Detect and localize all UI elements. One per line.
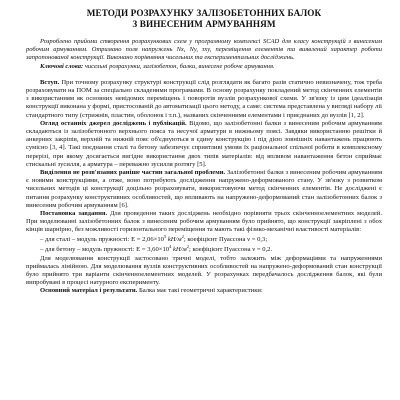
section-main-results: [26, 287, 382, 295]
section-body: При точному розрахунку структурі конструкції слід розглядати як багато разів статично невизначену, тож треба розраховувати на ПОМ за спеціально складеними програмами. В основу розрахунку покладений метод скінченних елементів з використанням як основних невідомих переміщень і поворотів вузлів розрахункової схеми. У зв'язку із цим ідеалізація конструкції виконана у формі, пристосованій до автоматизації цього методу, а саме: система представлена у вигляді набору ліі стандартного типу (стрижнів, пластин, оболонок і т.п.), названих скінченними елементами і приєднаних до вузлів [1, 2].: [26, 78, 382, 119]
section-heading: Постановка завдання.: [40, 210, 108, 218]
section-literature-review: [26, 120, 382, 169]
keywords: [26, 63, 382, 71]
keywords-label: Ключові слова:: [40, 62, 84, 70]
section-introduction: [26, 79, 382, 120]
title-line-1: МЕТОДИ РОЗРАХУНКУ ЗАЛІЗОБЕТОННИХ БАЛОК: [86, 8, 322, 18]
section-body: Залізобетонні балки з винесеним робочим армуванням є новими конструкціями, а отже, воно потребують дослідження напружено-деформованого стану. У зв'язку з розвитком чисельних методів ці конструкції доцільно розраховувати, використовуючи метод скінченних елементів. Не досліджені є питання розрахунку конструктивних особливостей, що впливають на напружено-деформований стан залізобетонних балок з винесеним робочим армуванням [6].: [26, 169, 382, 209]
section-body: Для моделювання конструкції застосовано тричні моделі, тобто залежить між деформаціями та напруженнями приймалась лінійною. Для моделювання вузлів конструктивних особливостей на напружено-деформований стан конструкції було прийнято три варіанти скінченноелементних моделей. У розрахунках передбачалось дослідження балок, які були випробувані в процесі натурного експерименту.: [26, 254, 382, 287]
section-heading: Огляд останніх джерел досліджень і публікацій.: [40, 119, 187, 127]
section-heading: Основний матеріал і результати.: [40, 287, 138, 295]
keywords-text: чисельні розрахунки, залізобетон, балки, винесене робоче армування.: [84, 62, 275, 70]
formula-steel: – для сталі – модуль пружності: $E = 2,06\times 10^5$ $kH/м^2$; коефіцієнт Пуассона ν = 0,3;: [40, 233, 268, 243]
formula-concrete: – для бетону – модуль пружності: $E = 3,60\times 10^4$ $kH/м^2$; коефіцієнт Пуассона ν = 0,2.: [40, 243, 273, 253]
section-unsolved-problems: [26, 169, 382, 210]
paper-title: [26, 8, 382, 30]
title-line-2: З ВИНЕСЕНИМ АРМУВАННЯМ: [132, 19, 276, 29]
section-body: Відомо, що залізобетонні балки з винесеним робочим армуванням складаються із залізобетонного верхнього пояса та несучої арматури в нижньому поясі. Завдяки використанню решітки й анкерних закріпів, верхній та нижній пояс об'єднуються в єдину конструкцію і під дією зовнішніх навантажень працюють сумісно [3, 4]. Такі поєднання сталі та бетону забезпечує сприятливі умови їх раціональної спільної роботи в комплексному перерізі, при якому досягається вигідне використання двох типів матеріалів: від впливом навантаження бетон сприймає стискальні зусилля, а арматура – переважно зусилля розтягу [5].: [26, 119, 382, 168]
section-body: Для проведення таких досліджень необхідно порівняти трьох скінченноелементних моделей. При моделюванні залізобетонних балок з винесеним робочим армуванням було прийнято, що конструкції закріплені з обох кінців шарнірно, без можливості горизонтального переміщення та мають такі фізико-механічні властивості матеріалів:: [26, 210, 382, 234]
section-heading: Вступ.: [40, 78, 60, 86]
section-problem-statement: [26, 210, 382, 235]
section-modeling: [26, 255, 382, 288]
section-heading: Виділення не розв'язаних раніше частин загальної проблеми.: [40, 169, 226, 177]
section-body: Балка має такі геометричні характеристики:: [138, 287, 263, 295]
abstract: Розроблено прийоми створення розрахункових схем у програмному комплексі SCAD для класу конструкцій з винесеним робочим армуванням. Отримано поля напружень Nx, Ny, τxy, переміщення елементів та виявлений характер роботи запропонованої конструкції. Виконано порівняння чисельних та експериментальних досліджень.: [26, 38, 382, 62]
